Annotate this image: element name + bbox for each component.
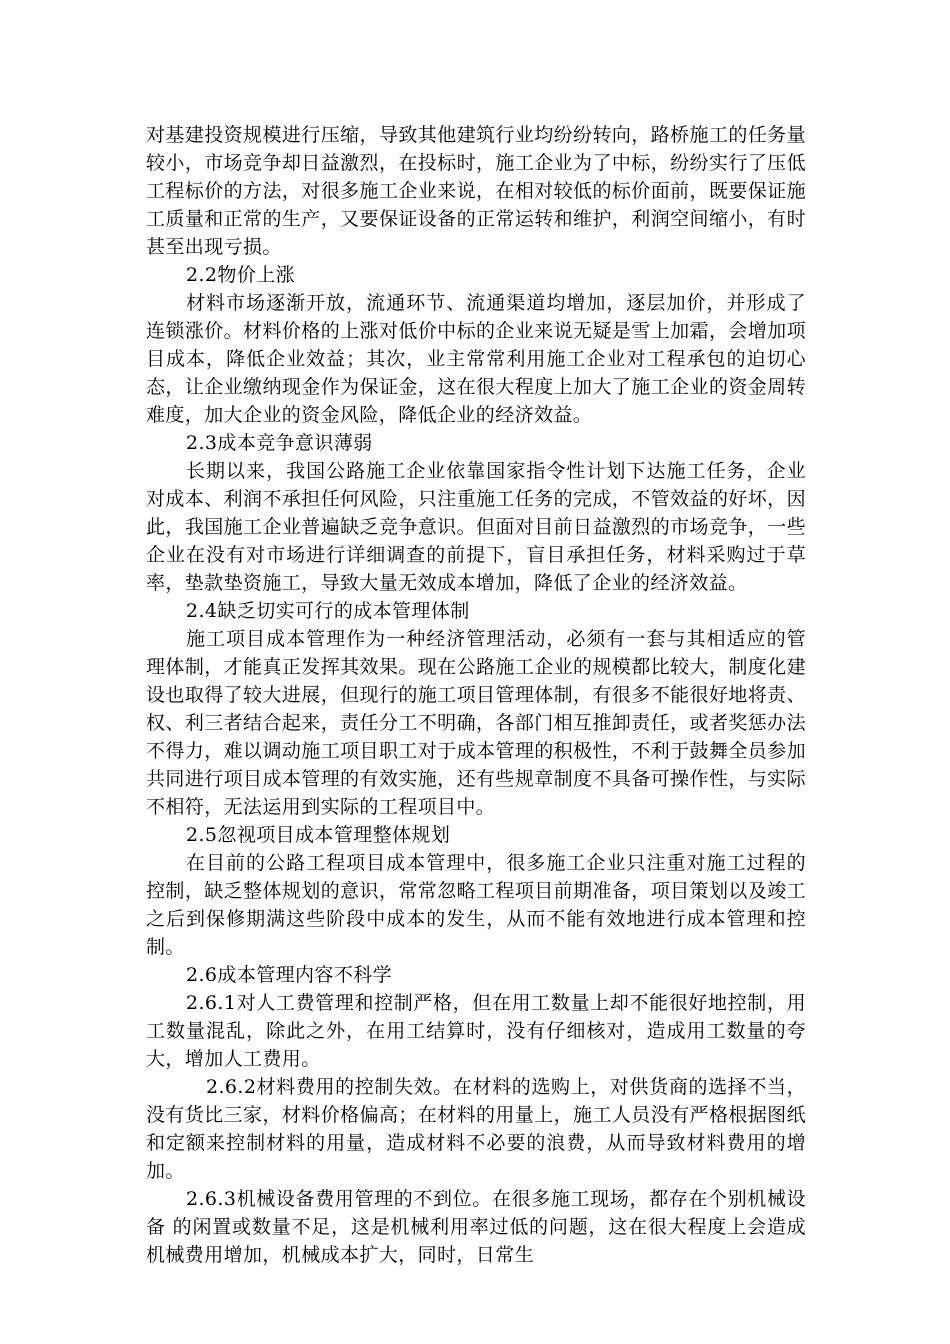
body-paragraph: 在目前的公路工程项目成本管理中，很多施工企业只注重对施工过程的控制，缺乏整体规划的意识，常常忽略工程项目前期准备，项目策划以及竣工之后到保修期满这些阶段中成本的发生，从而不能有效地进行成本管理和控制。	[146, 852, 806, 958]
section-heading: 2.3成本竞争意识薄弱	[186, 432, 373, 454]
body-paragraph: 对基建投资规模进行压缩，导致其他建筑行业均纷纷转向，路桥施工的任务量较小，市场竞争却日益激烈，在投标时，施工企业为了中标，纷纷实行了压低工程标价的方法，对很多施工企业来说，在相对较低的标价面前，既要保证施工质量和正常的生产，又要保证设备的正常运转和维护，利润空间缩小，有时甚至出现亏损。	[146, 124, 806, 258]
section-heading: 2.2物价上涨	[186, 264, 296, 286]
body-paragraph: 长期以来，我国公路施工企业依靠国家指令性计划下达施工任务，企业对成本、利润不承担任何风险，只注重施工任务的完成，不管效益的好坏，因此，我国施工企业普遍缺乏竞争意识。但面对目前日益激烈的市场竞争，一些企业在没有对市场进行详细调查的前提下，盲目承担任务，材料采购过于草率，垫款垫资施工，导致大量无效成本增加，降低了企业的经济效益。	[146, 460, 806, 594]
section-heading: 2.4缺乏切实可行的成本管理体制	[186, 600, 470, 622]
body-paragraph: 施工项目成本管理作为一种经济管理活动，必须有一套与其相适应的管理体制，才能真正发挥其效果。现在公路施工企业的规模都比较大，制度化建设也取得了较大进展，但现行的施工项目管理体制，有很多不能很好地将责、权、利三者结合起来，责任分工不明确，各部门相互推卸责任，或者奖惩办法不得力，难以调动施工项目职工对于成本管理的积极性，不利于鼓舞全员参加共同进行项目成本管理的有效实施，还有些规章制度不具备可操作性，与实际不相符，无法运用到实际的工程项目中。	[146, 628, 806, 818]
subsection-paragraph: 2.6.3机械设备费用管理的不到位。在很多施工现场，都存在个别机械设备 的闲置或数量不足，这是机械利用率过低的问题，这在很大程度上会造成机械费用增加，机械成本扩大，同时，日常生	[146, 1188, 806, 1266]
subsection-paragraph: 2.6.2材料费用的控制失效。在材料的选购上，对供货商的选择不当，没有货比三家，材料价格偏高；在材料的用量上，施工人员没有严格根据图纸和定额来控制材料的用量，造成材料不必要的浪费，从而导致材料费用的增加。	[146, 1076, 806, 1182]
document-body	[146, 121, 806, 1269]
section-heading: 2.6成本管理内容不科学	[186, 964, 393, 986]
section-heading: 2.5忽视项目成本管理整体规划	[186, 824, 451, 846]
body-paragraph: 材料市场逐渐开放，流通环节、流通渠道均增加，逐层加价，并形成了连锁涨价。材料价格的上涨对低价中标的企业来说无疑是雪上加霜，会增加项目成本，降低企业效益；其次，业主常常利用施工企业对工程承包的迫切心态，让企业缴纳现金作为保证金，这在很大程度上加大了施工企业的资金周转难度，加大企业的资金风险，降低企业的经济效益。	[146, 292, 806, 426]
subsection-paragraph: 2.6.1对人工费管理和控制严格，但在用工数量上却不能很好地控制，用工数量混乱，除此之外，在用工结算时，没有仔细核对，造成用工数量的夸大，增加人工费用。	[146, 992, 806, 1070]
